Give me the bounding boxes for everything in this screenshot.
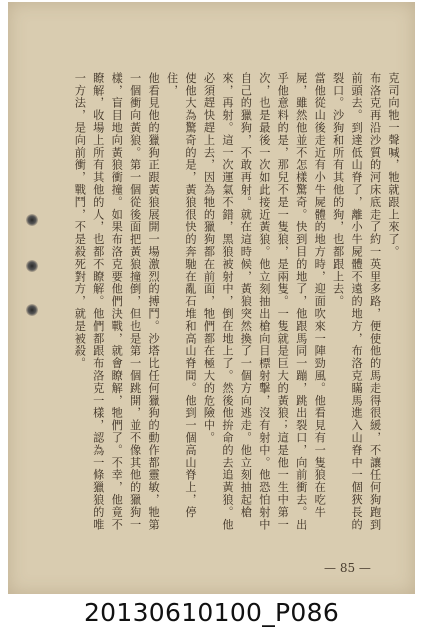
page-number: — 85 —: [324, 561, 371, 575]
paragraph-1: 克司向牠一聲喊，牠就跟上來了。: [387, 72, 400, 258]
punch-hole-icon: [26, 214, 38, 226]
punch-hole-icon: [26, 260, 38, 272]
paragraph-5: 他看見他的獵狗正跟黃狼展開一場激烈的搏鬥。沙塔比任何獵狗的動作都靈敏，牠第一個衝向黃狼。第一個從後面把黃狼撞倒，但也是第一個跳開，並不像其他的獵狗一樣，盲目地向黃狼衝撞。如果布洛克要他們決戰，就會瞭解，牠們了。不幸，他竟不瞭解，收場上所有其他的人，也都不瞭解。他們都跟布洛克一樣，認為一條獵狼的唯一方法，是向前衝，戰鬥，不是殺死對方，就是被殺。: [73, 72, 161, 531]
file-label: 20130610100_P086: [83, 598, 340, 627]
vertical-text-body: [70, 72, 402, 542]
paragraph-3: 當他從山後走近有小牛屍體的地方時，迎面吹來一陣勁風。他看見有一隻狼在吃牛屍，雖然他並不怎樣驚奇。快到目的地了，他跟馬同一蹦，跳出裂口，向前衝去。出乎他意料的是，那兒不是一隻狼，是兩隻。一隻就是巨大的黃狼；這是他一生中第一次，也是最後一次如此接近黃狼。他立刻抽出槍向目標射擊，沒有射中。他恐怕射中自己的獵狗，不敢再射。就在這時候，黃狼突然換了一個方向逃走。他立刻抽起槍來，再射。這一次運氣不錯，黑狼被射中，倒在地上了。然後他拚命的去追黃狼。他必須趕快趕上去，因為牠的獵狗都在前面，牠們都在極大的危險中。: [202, 72, 327, 531]
punch-hole-icon: [26, 304, 38, 316]
paragraph-2: 布洛克再沿沙質的河床底走了約一英里多路，便使他的馬走得很緩，不讓任何狗跑到前頭去。到達低山脊了，離小牛屍體不遠的地方，布洛克瞞馬進入山脊中一個狹長的裂口。沙狗和所有其他的狗，也都跟上去。: [331, 72, 382, 531]
document-page: [8, 2, 415, 594]
paragraph-4: 使他大為驚奇的是，黃狼很快的奔馳在亂石堆和高山脊間。他到一個高山脊上，停住，: [165, 72, 198, 519]
